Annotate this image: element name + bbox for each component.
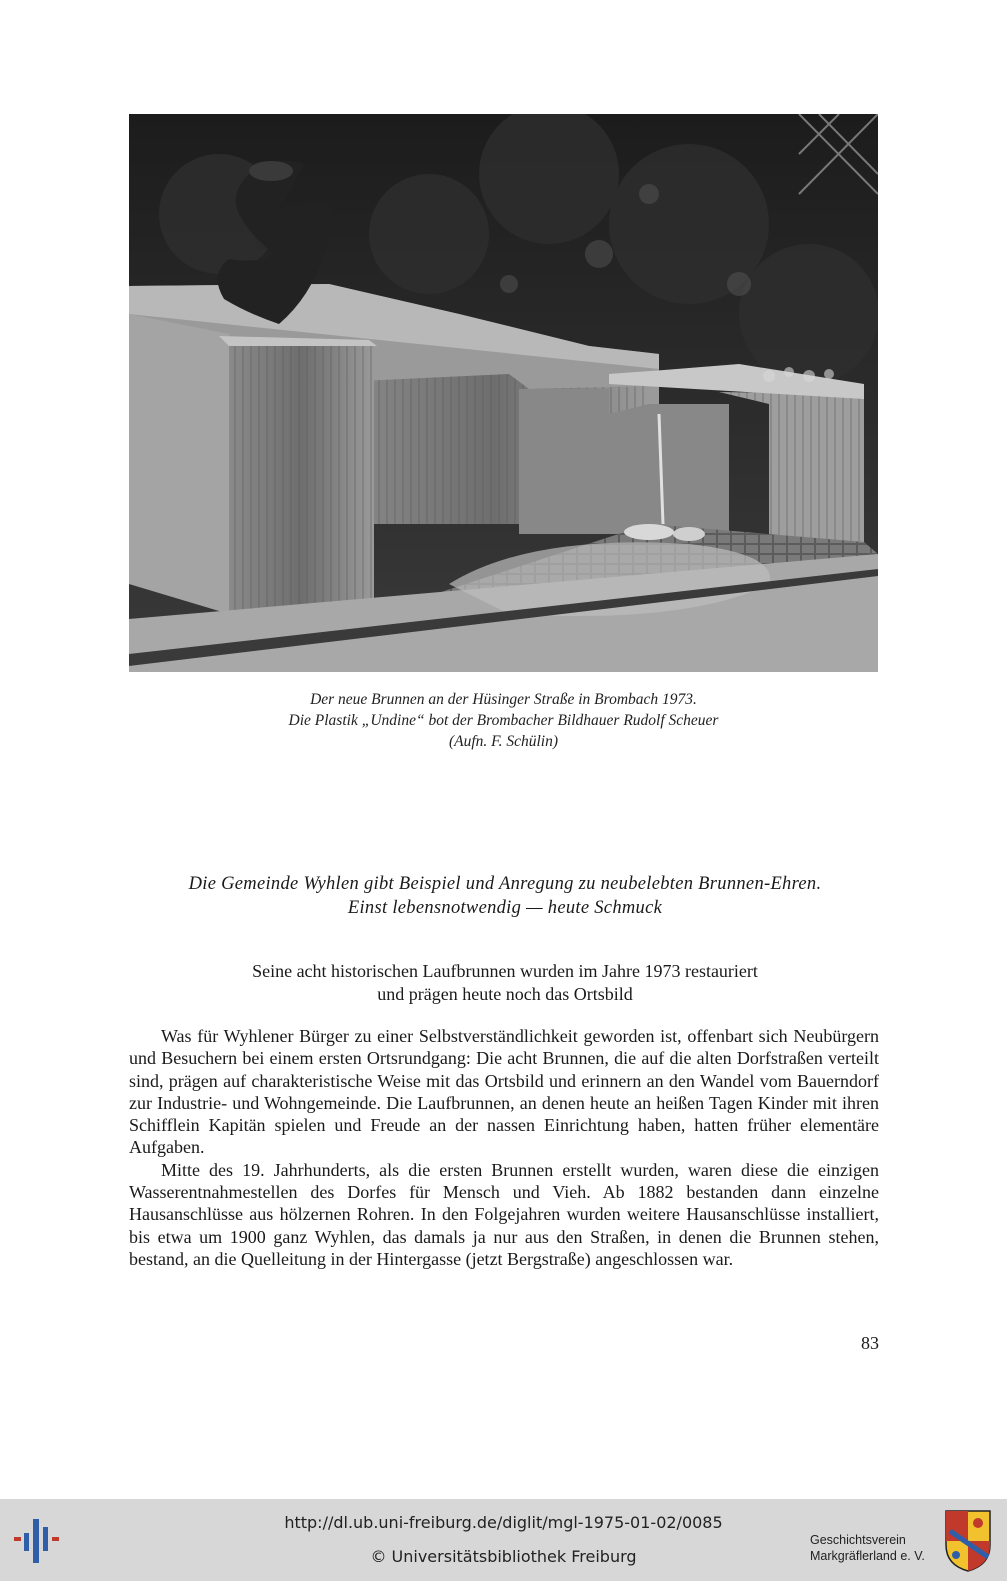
article-headline xyxy=(120,872,890,920)
headline-line-2: Einst lebensnotwendig — heute Schmuck xyxy=(347,898,663,918)
caption-line-1: Der neue Brunnen an der Hüsinger Straße in Brombach 1973. xyxy=(310,691,697,708)
article-subheading xyxy=(120,960,890,1006)
society-line-1: Geschichtsverein xyxy=(810,1533,906,1547)
fountain-photo xyxy=(129,114,878,672)
caption-line-2: Die Plastik „Undine“ bot der Brombacher Bildhauer Rudolf Scheuer xyxy=(288,712,719,729)
subhead-line-1: Seine acht historischen Laufbrunnen wurden im Jahre 1973 restauriert xyxy=(252,961,758,981)
viewer-footer xyxy=(0,1499,1007,1581)
subhead-line-2: und prägen heute noch das Ortsbild xyxy=(377,984,633,1004)
headline-line-1: Die Gemeinde Wyhlen gibt Beispiel und Anregung zu neubelebten Brunnen-Ehren. xyxy=(188,874,822,894)
society-line-2: Markgräflerland e. V. xyxy=(810,1549,925,1563)
caption-line-3: (Aufn. F. Schülin) xyxy=(448,733,559,750)
coat-of-arms-icon xyxy=(944,1509,992,1573)
document-url[interactable]: http://dl.ub.uni-freiburg.de/diglit/mgl-1975-01-02/0085 xyxy=(284,1513,723,1532)
body-paragraph-1: Was für Wyhlener Bürger zu einer Selbstverständlichkeit geworden ist, offenbart sich Neubürgern und Besuchern bei einem ersten Ortsrundgang: Die acht Brunnen, die auf die alten Dorfstraßen verteilt sind, prägen auf charakteristische Weise mit das Ortsbild und erinnern an den Wandel vom Bauerndorf zur Industrie- und Wohngemeinde. Die Laufbrunnen, an denen heute an heißen Tagen Kinder mit ihren Schifflein Kapitän spielen und Freude an der nassen Einrichtung haben, hatten früher elementäre Aufgaben. xyxy=(129,1026,879,1158)
body-paragraph-2: Mitte des 19. Jahrhunderts, als die ersten Brunnen erstellt wurden, waren diese die einzigen Wasserentnahmestellen des Dorfes für Mensch und Vieh. Ab 1882 bestanden dann einzelne Hausanschlüsse aus hölzernen Rohren. In den Folgejahren wurden weitere Hausanschlüsse installiert, bis etwa um 1900 ganz Wyhlen, das damals ja nur aus den Straßen, in denen die Brunnen stehen, bestand, an die Quelleitung in der Hintergasse (jetzt Bergstraße) angeschlossen war. xyxy=(129,1159,879,1269)
article-body xyxy=(129,1025,879,1270)
photo-image xyxy=(129,114,878,672)
photo-caption xyxy=(129,689,878,752)
copyright-notice: © Universitätsbibliothek Freiburg xyxy=(370,1547,637,1566)
page-number: 83 xyxy=(861,1333,879,1353)
society-name xyxy=(810,1532,925,1564)
